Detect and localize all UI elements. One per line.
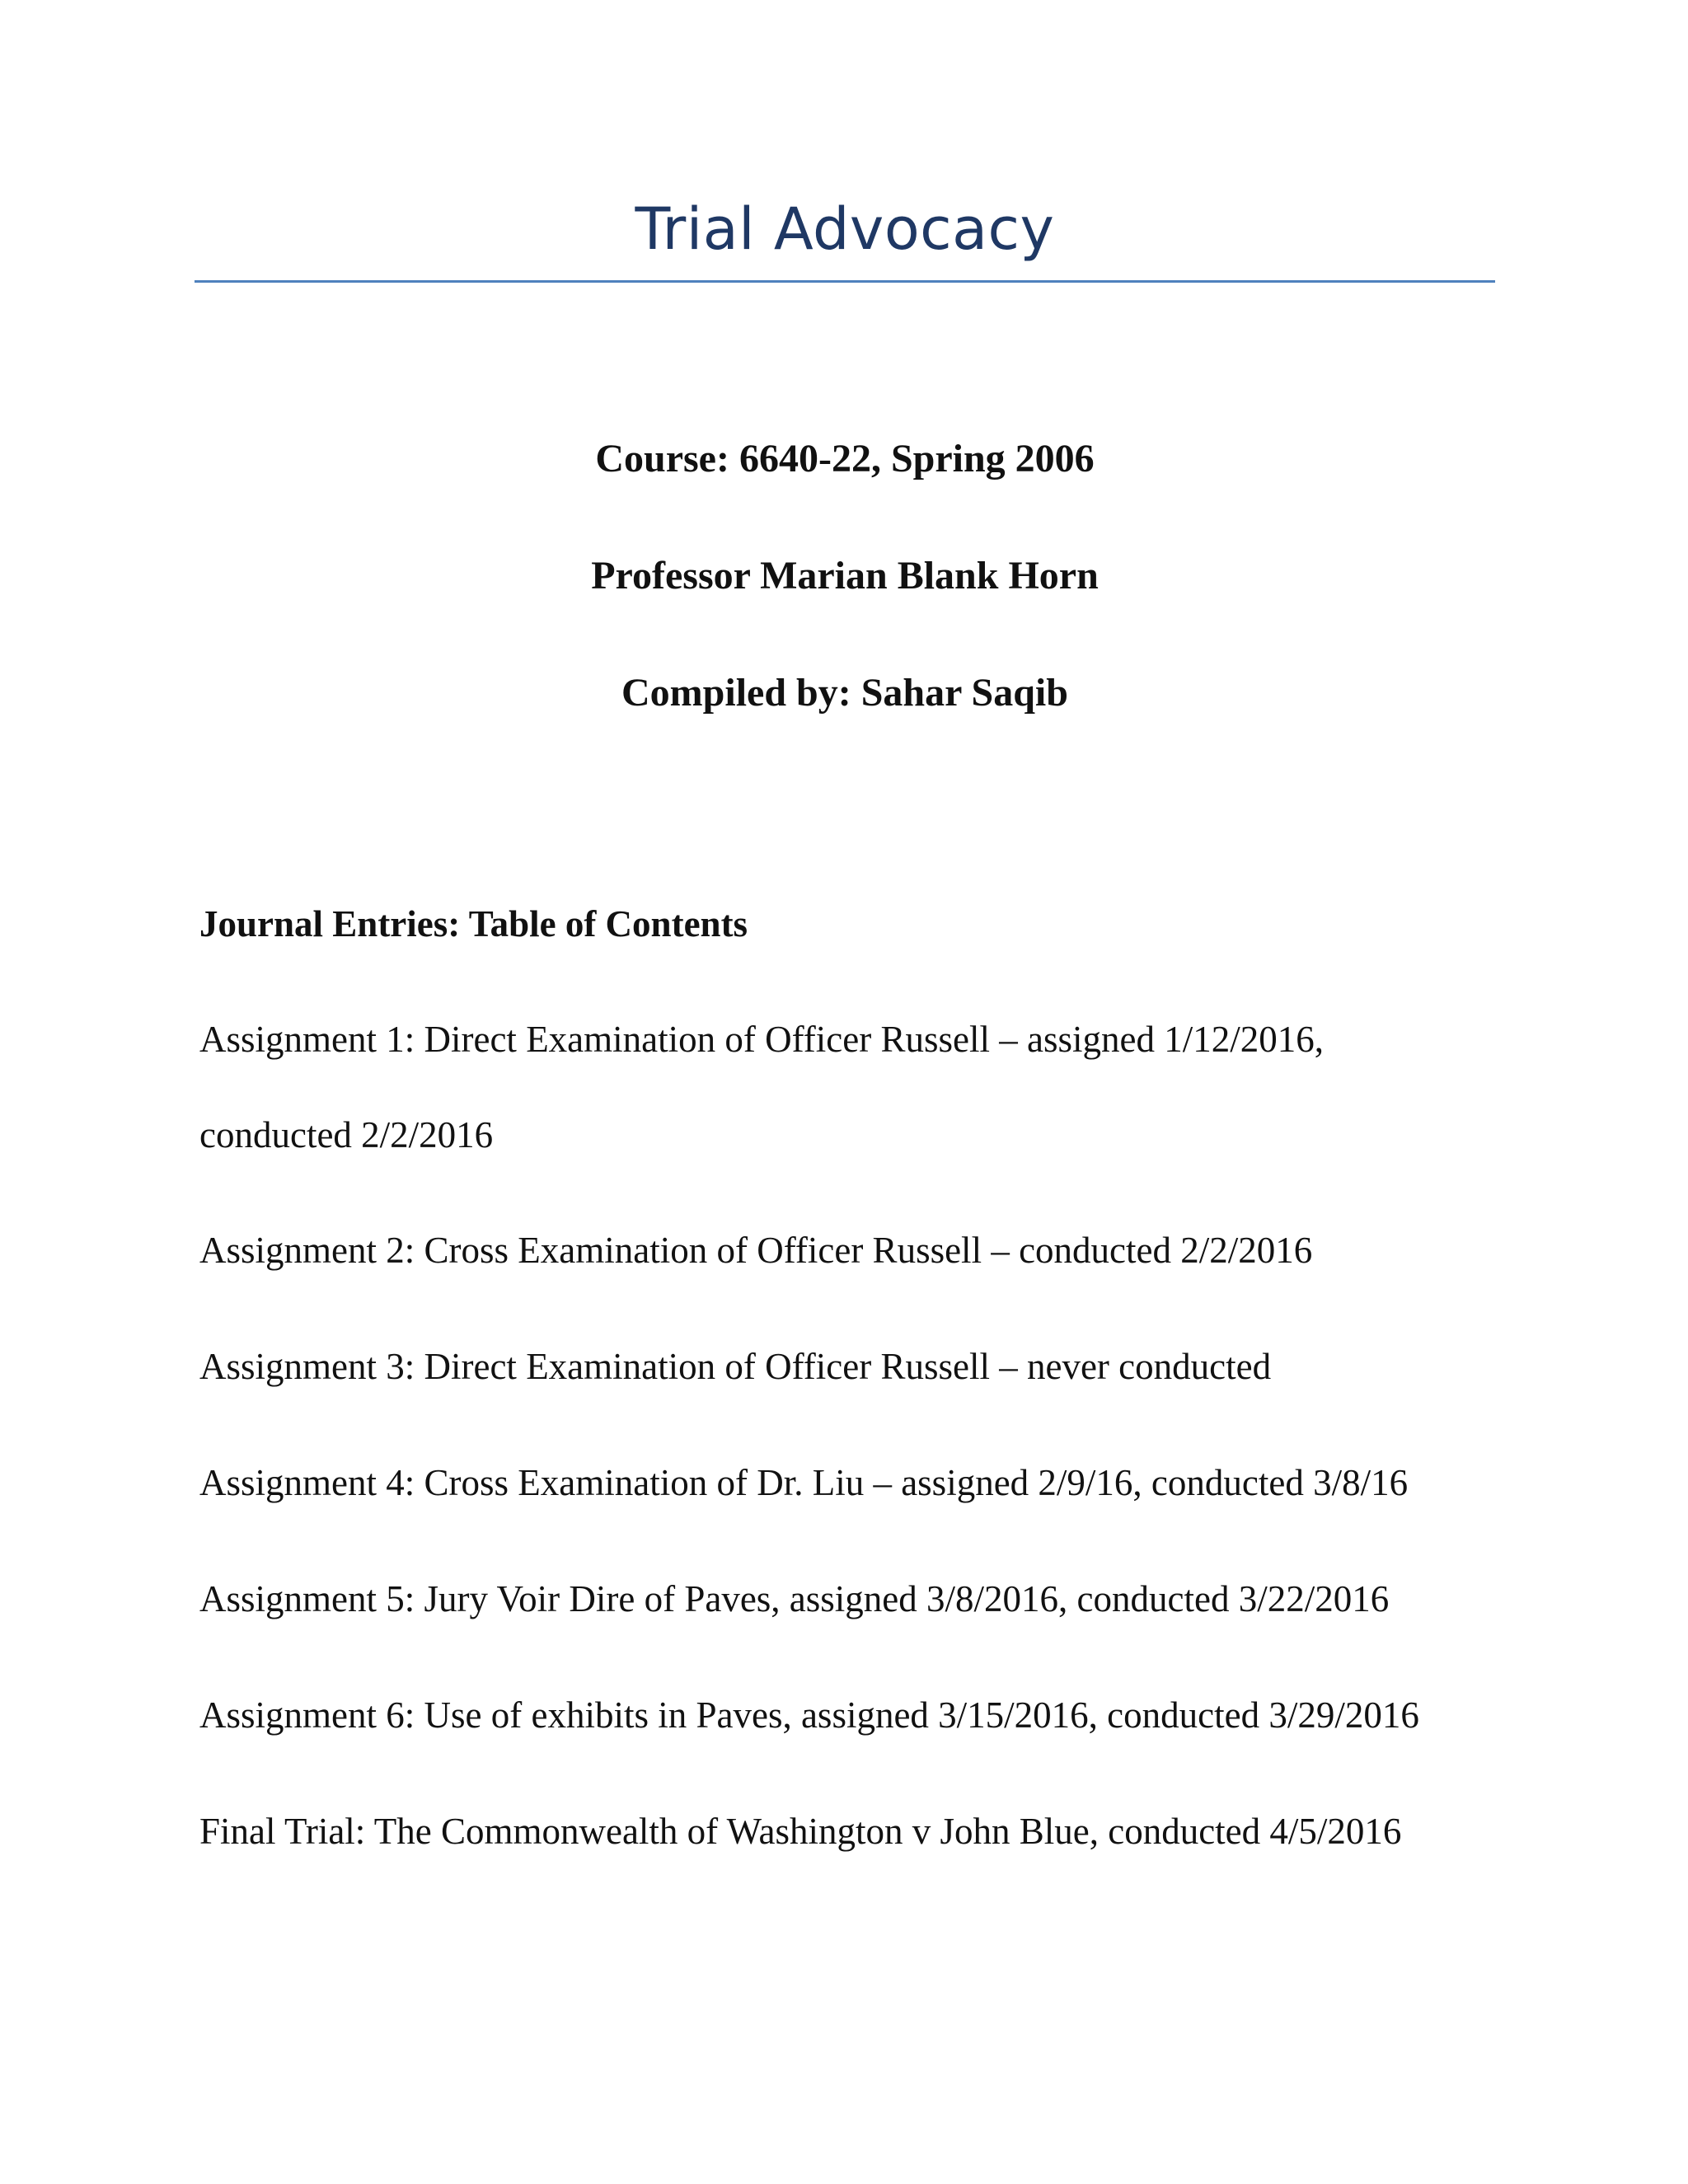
toc-entry-assignment-4: Assignment 4: Cross Examination of Dr. Liu – assigned 2/9/16, conducted 3/8/16 [199,1462,1409,1503]
toc-entry-assignment-2: Assignment 2: Cross Examination of Officer Russell – conducted 2/2/2016 [199,1230,1313,1271]
toc-heading: Journal Entries: Table of Contents [199,903,748,944]
compiled-by-line: Compiled by: Sahar Saqib [621,671,1068,715]
title-underline [195,280,1495,283]
toc-entry-assignment-1: Assignment 1: Direct Examination of Officer Russell – assigned 1/12/2016, [199,1019,1324,1060]
toc-entry-assignment-3: Assignment 3: Direct Examination of Officer Russell – never conducted [199,1346,1272,1387]
toc-entry-final-trial: Final Trial: The Commonwealth of Washington v John Blue, conducted 4/5/2016 [199,1811,1402,1852]
course-line: Course: 6640-22, Spring 2006 [595,437,1095,480]
toc-entry-assignment-6: Assignment 6: Use of exhibits in Paves, assigned 3/15/2016, conducted 3/29/2016 [199,1694,1419,1736]
professor-line: Professor Marian Blank Horn [591,554,1099,598]
toc-entry-assignment-5: Assignment 5: Jury Voir Dire of Paves, assigned 3/8/2016, conducted 3/22/2016 [199,1578,1390,1619]
toc-entry-assignment-1-continued: conducted 2/2/2016 [199,1114,494,1155]
document-title: Trial Advocacy [635,195,1055,263]
